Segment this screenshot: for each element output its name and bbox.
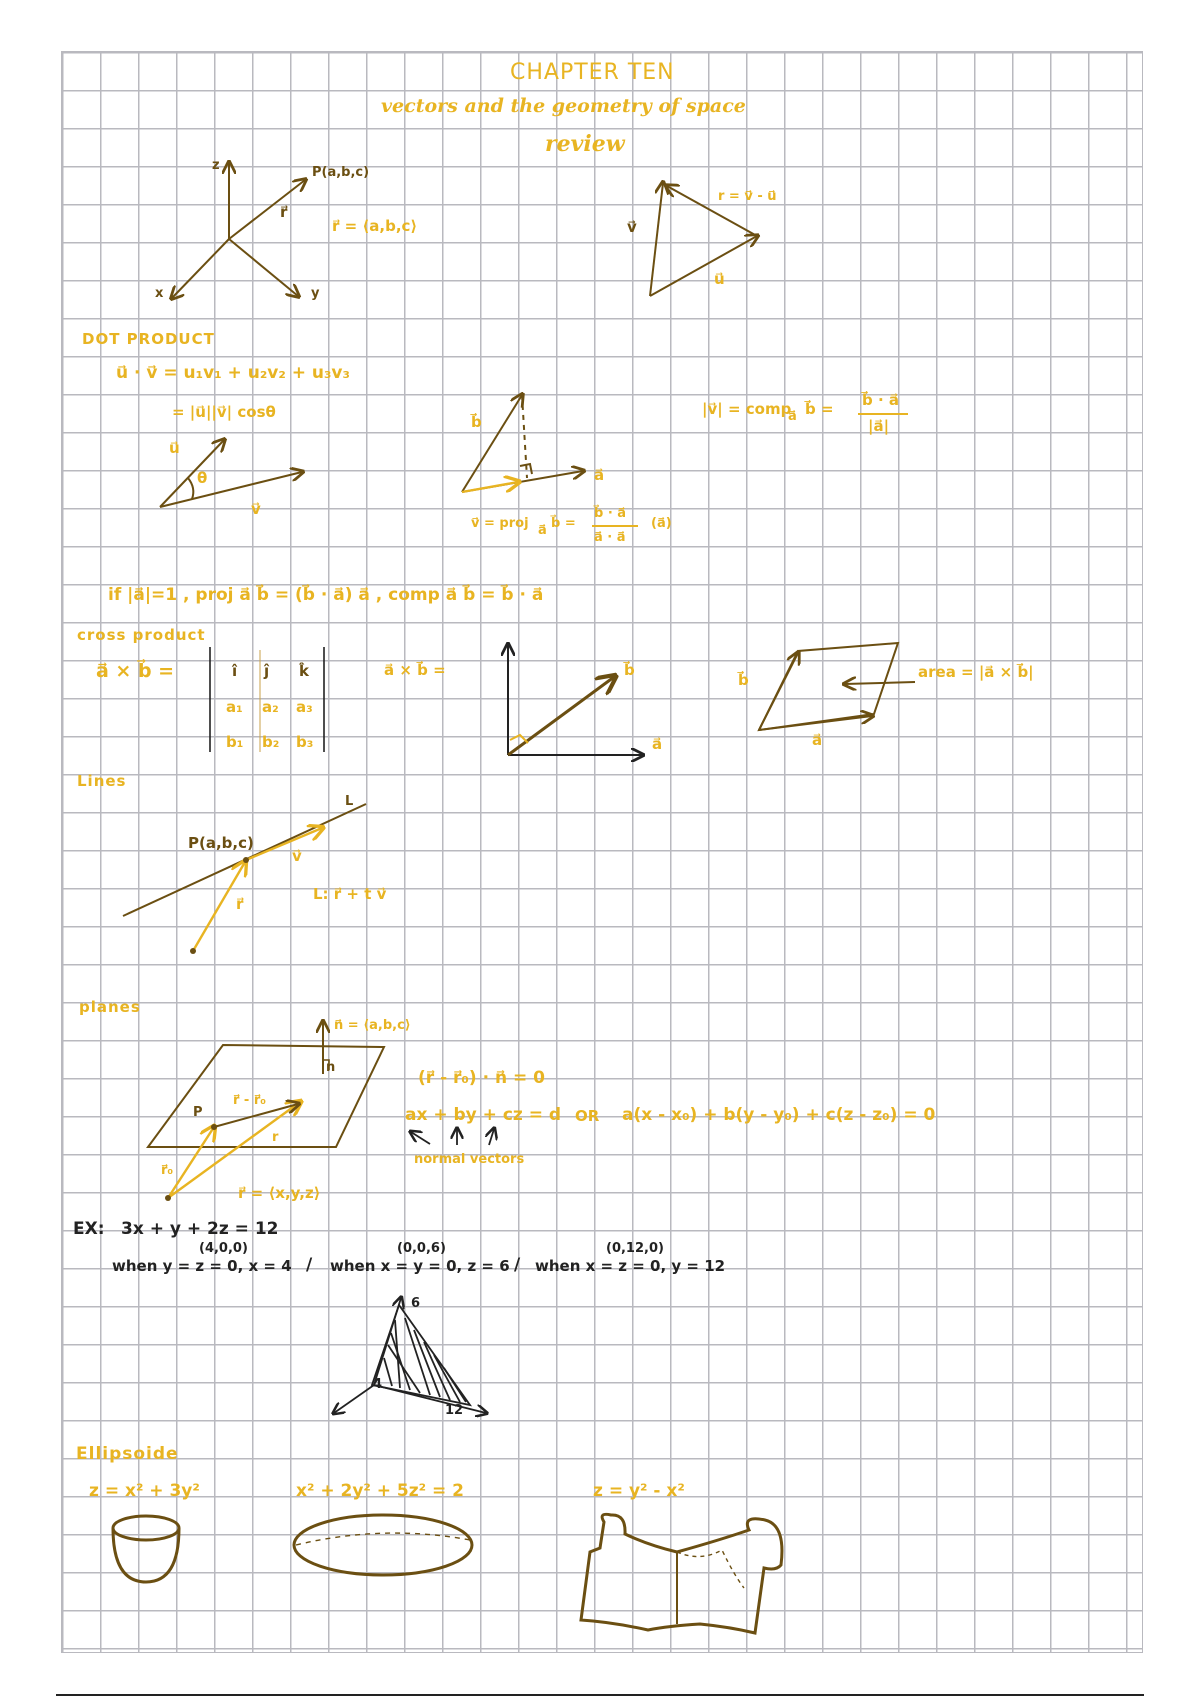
projection-label-b: b⃗ [471, 413, 482, 431]
cross-product-lhs-2: a⃗ × b⃗ = [384, 661, 446, 679]
projection-label-a: a⃗ [594, 466, 605, 484]
plane-r-definition: r⃗ = ⟨x,y,z⟩ [238, 1184, 321, 1202]
comp-sub-a: a⃗ [788, 409, 797, 424]
example-intercept-y: when x = z = 0, y = 12 [535, 1257, 726, 1275]
example-equation: 3x + y + 2z = 12 [121, 1219, 279, 1239]
plane-equation-vector: (r⃗ - r⃗₀) · n⃗ = 0 [418, 1068, 545, 1088]
vector-r-label: r⃗ [280, 203, 288, 221]
axis-label-z: z [212, 158, 220, 173]
paraboloid-sketch [113, 1516, 179, 1582]
ellipsoide-heading: Ellipsoide [76, 1444, 179, 1464]
axis-label-x: x [155, 286, 164, 301]
comp-numerator: b⃗ · a⃗ [862, 391, 900, 409]
line-equation: L: r⃗ + t v⃗ [313, 885, 387, 903]
dot-product-formula: u⃗ · v⃗ = u₁v₁ + u₂v₂ + u₃v₃ [116, 363, 350, 383]
projection-formula-lhs: v⃗ = proj [471, 516, 529, 531]
triangle-label-v: v⃗ [627, 218, 637, 236]
comp-b: b⃗ = [805, 400, 834, 418]
matrix-cell-b3: b₃ [296, 733, 314, 751]
matrix-cell-k: k̂ [299, 662, 309, 680]
example-label: EX: [73, 1219, 105, 1239]
plane-equation-point-normal: a(x - x₀) + b(y - y₀) + c(z - z₀) = 0 [622, 1105, 936, 1125]
cross-sketch-a: a⃗ [652, 735, 663, 753]
unit-vector-note: if |a⃗|=1 , proj a⃗ b⃗ = (b⃗ · a⃗) a⃗ , comp a⃗ b⃗ = b⃗ · a⃗ [108, 585, 544, 605]
projection-denominator: a⃗ · a⃗ [594, 530, 626, 545]
chapter-subtitle: vectors and the geometry of space [381, 95, 746, 117]
lines-heading: Lines [77, 772, 127, 790]
parallelogram-area: area = |a⃗ × b⃗| [918, 663, 1034, 681]
cross-sketch-b: b⃗ [624, 661, 635, 679]
projection-fraction-bar [592, 525, 638, 527]
example-separator-1: / [306, 1255, 313, 1275]
triangle-label-u: u⃗ [714, 270, 725, 288]
parallelogram-sketch [759, 643, 915, 730]
comp-formula-lhs: |v⃗| = comp [702, 400, 792, 418]
example-point-2: (0,0,6) [397, 1241, 446, 1256]
matrix-cell-a3: a₃ [296, 698, 313, 716]
parallelogram-b: b⃗ [738, 671, 749, 689]
position-vector-definition: r⃗ = ⟨a,b,c⟩ [332, 217, 418, 235]
chapter-title: CHAPTER TEN [510, 60, 675, 85]
matrix-cell-j: ĵ [264, 662, 270, 680]
plane-sketch [148, 1022, 384, 1201]
example-separator-2: / [514, 1255, 521, 1275]
plane-label-r: r [272, 1130, 279, 1145]
sketch-intercept-4: 4 [373, 1377, 383, 1392]
example-plane-sketch [334, 1298, 486, 1413]
paraboloid-equation: z = x² + 3y² [89, 1481, 200, 1501]
angle-sketch-v: v⃗ [251, 500, 261, 518]
matrix-cell-a1: a₁ [226, 698, 243, 716]
plane-equation-scalar: ax + by + cz = d [405, 1105, 562, 1125]
plane-point-P: P [193, 1105, 203, 1120]
review-title: review [545, 131, 625, 157]
comp-fraction-bar [858, 413, 908, 415]
position-vector-r [229, 180, 305, 239]
line-sketch [123, 804, 366, 954]
sketch-intercept-6: 6 [411, 1296, 421, 1311]
line-label-r: r⃗ [236, 895, 244, 913]
normal-vector-definition: n⃗ = ⟨a,b,c⟩ [334, 1018, 411, 1033]
ellipsoid-sketch [294, 1515, 472, 1575]
example-intercept-z: when x = y = 0, z = 6 [330, 1257, 510, 1275]
projection-tail: (a⃗) [651, 516, 672, 531]
projection-vector-v [462, 482, 518, 492]
normal-arrows-sketch [411, 1129, 494, 1145]
matrix-cell-b1: b₁ [226, 733, 244, 751]
cross-product-heading: cross product [77, 626, 206, 644]
angle-sketch-theta: θ [197, 469, 208, 487]
dot-product-cosine: = |u⃗||v⃗| cosθ [172, 403, 276, 421]
angle-sketch-u: u⃗ [169, 439, 180, 457]
plane-label-r0: r⃗₀ [161, 1163, 174, 1178]
matrix-cell-b2: b₂ [262, 733, 280, 751]
point-label: P(a,b,c) [312, 165, 370, 180]
saddle-sketch [581, 1514, 782, 1633]
saddle-equation: z = y² - x² [593, 1481, 685, 1501]
dot-product-angle-sketch [160, 440, 302, 507]
ellipsoid-equation: x² + 2y² + 5z² = 2 [296, 1481, 465, 1501]
matrix-cell-a2: a₂ [262, 698, 279, 716]
normal-vectors-note: normal vectors [414, 1152, 525, 1167]
example-point-1: (4,0,0) [199, 1241, 248, 1256]
comp-denominator: |a⃗| [868, 417, 890, 435]
projection-sketch [462, 395, 583, 492]
example-point-3: (0,12,0) [606, 1241, 664, 1256]
coordinate-axes-sketch [172, 163, 298, 298]
planes-heading: planes [79, 998, 141, 1016]
projection-sub-a: a⃗ [538, 523, 547, 538]
projection-numerator: b⃗ · a⃗ [594, 506, 627, 521]
normal-label-n: n [326, 1060, 336, 1075]
parallelogram-a: a⃗ [812, 731, 823, 749]
dot-product-heading: DOT PRODUCT [82, 330, 215, 348]
cross-product-lhs: a⃗ × b⃗ = [96, 660, 175, 682]
line-label-v: v⃗ [292, 847, 302, 865]
plane-r-minus-r0: r⃗ - r⃗₀ [233, 1093, 266, 1108]
matrix-cell-i: î [232, 662, 238, 680]
projection-b: b⃗ = [551, 516, 576, 531]
plane-equation-or: OR [575, 1107, 600, 1125]
axis-label-y: y [311, 286, 320, 301]
line-point-label: P(a,b,c) [188, 834, 254, 852]
example-intercept-x: when y = z = 0, x = 4 [112, 1257, 292, 1275]
sketch-intercept-12: 12 [445, 1403, 464, 1418]
triangle-equation: r = v⃗ - u⃗ [718, 189, 777, 204]
line-label-L: L [345, 794, 354, 809]
